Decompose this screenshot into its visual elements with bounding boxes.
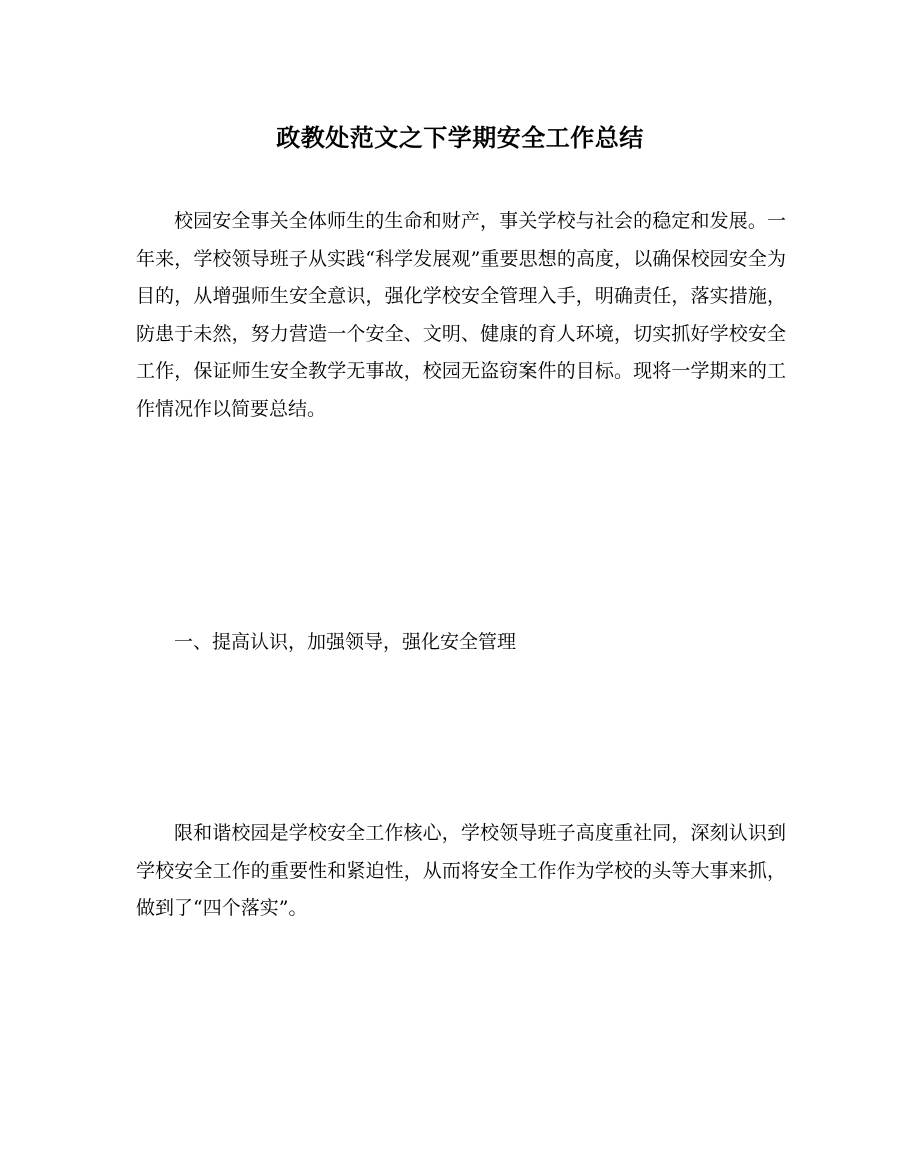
section-1-paragraph: 限和谐校园是学校安全工作核心，学校领导班子高度重社同，深刻认识到学校安全工作的重要性和紧迫性，从而将安全工作作为学校的头等大事来抓，做到了“四个落实”。 (136, 822, 786, 919)
document-title: 政教处范文之下学期安全工作总结 (276, 123, 644, 152)
section-heading-1: 一、提高认识，加强领导，强化安全管理 (174, 631, 517, 653)
intro-paragraph: 校园安全事关全体师生的生命和财产，事关学校与社会的稳定和发展。一年来，学校领导班子从实践“科学发展观”重要思想的高度，以确保校园安全为目的，从增强师生安全意识，强化学校安全管理入手，明确责任，落实措施，防患于未然，努力营造一个安全、文明、健康的育人环境，切实抓好学校安全工作，保证师生安全教学无事故，校园无盗窃案件的目标。现将一学期来的工作情况作以简要总结。 (136, 210, 786, 420)
